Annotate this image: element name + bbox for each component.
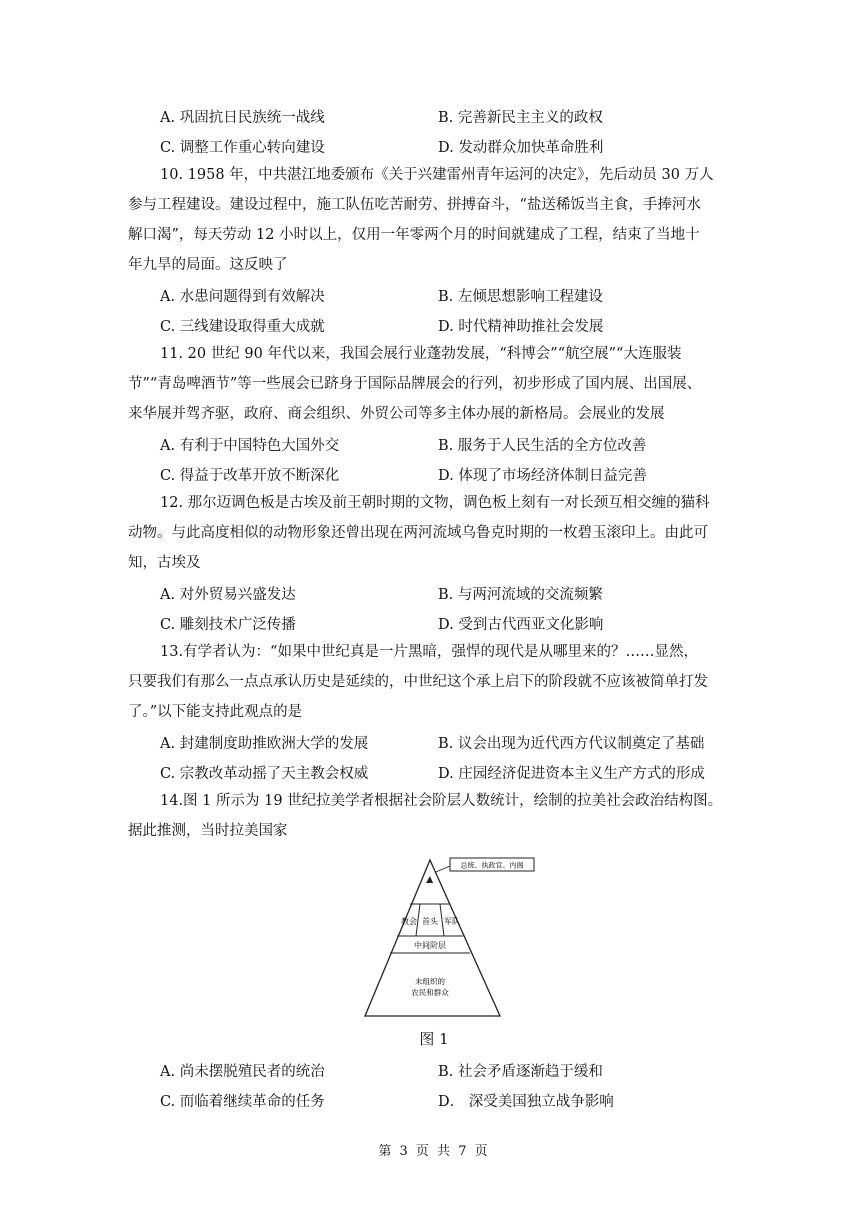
q13-option-d[interactable]: D. 庄园经济促进资本主义生产方式的形成	[438, 766, 705, 782]
q13-options-row-2	[160, 762, 760, 786]
q9-option-d[interactable]: D. 发动群众加快革命胜利	[438, 140, 604, 156]
q13-line-2: 只要我们有那么一点点承认历史是延续的，中世纪这个承上启下的阶段就不应该被简单打发	[128, 674, 708, 690]
q9-option-a[interactable]: A. 巩固抗日民族统一战线	[160, 110, 325, 126]
apex-marker	[426, 876, 433, 883]
q12-options-row-2	[160, 613, 760, 637]
q12-option-c[interactable]: C. 雕刻技术广泛传播	[160, 617, 296, 633]
q11-option-d[interactable]: D. 体现了市场经济体制日益完善	[438, 468, 647, 484]
q13-options-row-1	[160, 732, 760, 756]
army-label: 军队	[444, 917, 460, 926]
q14-option-a[interactable]: A. 尚未摆脱殖民者的统治	[160, 1064, 325, 1080]
q9-options-row-2	[160, 136, 760, 160]
q10-stem	[128, 160, 748, 280]
q14-options-row-2	[160, 1090, 760, 1114]
q12-line-2: 动物。与此高度相似的动物形象还曾出现在两河流域乌鲁克时期的一枚碧玉滚印上。由此可	[128, 525, 708, 541]
top-label-pointer	[436, 866, 450, 872]
q14-option-d[interactable]: D． 深受美国独立战争影响	[438, 1094, 614, 1110]
q11-line-2: 节”“青岛啤酒节”等一些展会已跻身于国际品牌展会的行列，初步形成了国内展、出国展、	[128, 376, 702, 392]
top-label-text: 总统、执政官、内阁	[460, 861, 524, 870]
q14-line-1: 14.图 1 所示为 19 世纪拉美学者根据社会阶层人数统计，绘制的拉美社会政治结构图。	[160, 793, 723, 809]
q12-option-a[interactable]: A. 对外贸易兴盛发达	[160, 587, 296, 603]
q14-line-2: 据此推测，当时拉美国家	[128, 823, 288, 839]
q11-line-1: 11. 20 世纪 90 年代以来，我国会展行业蓬勃发展，“科博会”“航空展”“大连服装	[160, 346, 682, 362]
q9-option-c[interactable]: C. 调整工作重心转向建设	[160, 140, 325, 156]
q9-options-row-1	[160, 106, 760, 130]
q10-line-1: 10. 1958 年，中共湛江地委颁布《关于兴建雷州青年运河的决定》，先后动员 30 万人	[160, 167, 714, 183]
q10-option-a[interactable]: A. 水患问题得到有效解决	[160, 289, 325, 305]
q11-option-a[interactable]: A. 有利于中国特色大国外交	[160, 438, 340, 454]
q11-option-b[interactable]: B. 服务于人民生活的全方位改善	[438, 438, 647, 454]
middle-class-label: 中间阶层	[414, 941, 446, 950]
q12-option-d[interactable]: D. 受到古代西亚文化影响	[438, 617, 604, 633]
figure-caption: 图 1	[419, 1030, 449, 1048]
masses-label-line-2: 农民和群众	[411, 988, 449, 997]
q13-option-b[interactable]: B. 议会出现为近代西方代议制奠定了基础	[438, 736, 705, 752]
q9-option-b[interactable]: B. 完善新民主主义的政权	[438, 110, 603, 126]
page-footer: 第 3 页 共 7 页	[378, 1144, 490, 1159]
q11-stem	[128, 339, 748, 429]
q13-line-3: 了。”以下能支持此观点的是	[128, 704, 303, 720]
q11-options-row-1	[160, 434, 760, 458]
q12-options-row-1	[160, 583, 760, 607]
q10-line-2: 参与工程建设。建设过程中，施工队伍吃苦耐劳、拼搏奋斗，“盐送稀饭当主食，手捧河水	[128, 197, 701, 213]
q10-option-b[interactable]: B. 左倾思想影响工程建设	[438, 289, 603, 305]
pyramid-diagram	[360, 856, 540, 1022]
q11-line-3: 来华展并驾齐驱，政府、商会组织、外贸公司等多主体办展的新格局。会展业的发展	[128, 406, 665, 422]
q14-options-row-1	[160, 1060, 760, 1084]
q10-option-c[interactable]: C. 三线建设取得重大成就	[160, 319, 325, 335]
q14-option-b[interactable]: B. 社会矛盾逐渐趋于缓和	[438, 1064, 603, 1080]
q14-stem	[128, 786, 748, 846]
q11-option-c[interactable]: C. 得益于改革开放不断深化	[160, 468, 340, 484]
q12-stem	[128, 488, 748, 578]
q10-options-row-1	[160, 285, 760, 309]
masses-label-line-1: 未组织的	[415, 977, 445, 986]
q12-option-b[interactable]: B. 与两河流域的交流频繁	[438, 587, 603, 603]
q14-option-c[interactable]: C. 而临着继续革命的任务	[160, 1094, 325, 1110]
q10-option-d[interactable]: D. 时代精神助推社会发展	[438, 319, 604, 335]
q12-line-3: 知，古埃及	[128, 555, 201, 571]
q13-option-c[interactable]: C. 宗教改革动摇了天主教会权威	[160, 766, 369, 782]
chief-label: 首头	[422, 917, 438, 926]
q10-options-row-2	[160, 315, 760, 339]
church-label: 教会	[401, 917, 417, 926]
q12-line-1: 12. 那尔迈调色板是古埃及前王朝时期的文物，调色板上刻有一对长颈互相交缠的猫科	[160, 495, 710, 511]
q13-line-1: 13.有学者认为：“如果中世纪真是一片黑暗，强悍的现代是从哪里来的？……显然，	[160, 644, 698, 660]
q10-line-4: 年九旱的局面。这反映了	[128, 257, 288, 273]
q13-stem	[128, 637, 748, 727]
q11-options-row-2	[160, 464, 760, 488]
q10-line-3: 解口渴”，每天劳动 12 小时以上，仅用一年零两个月的时间就建成了工程，结束了当地十	[128, 227, 700, 243]
q13-option-a[interactable]: A. 封建制度助推欧洲大学的发展	[160, 736, 369, 752]
